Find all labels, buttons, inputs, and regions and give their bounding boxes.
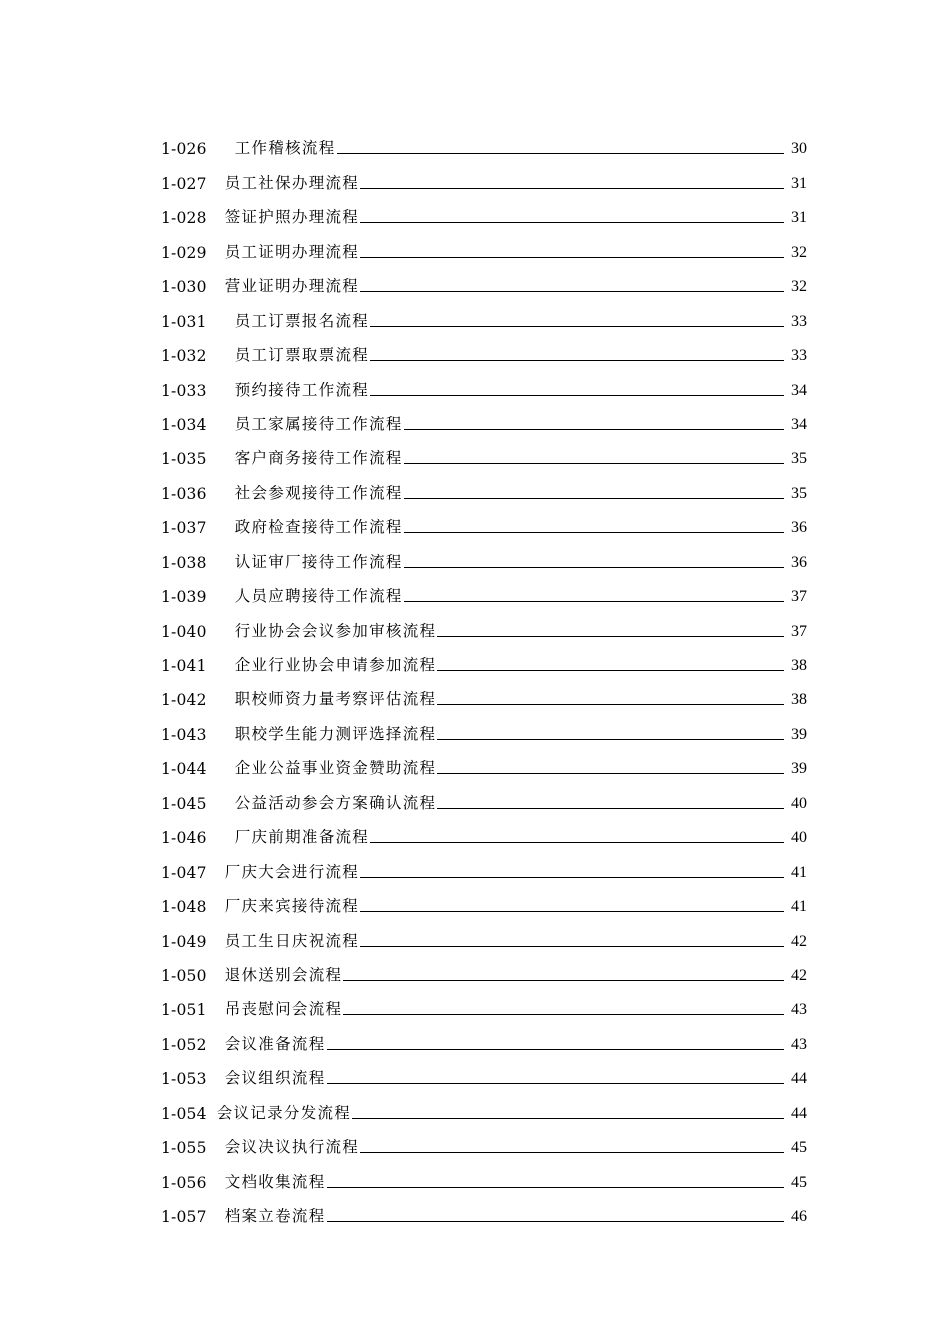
toc-leader-line xyxy=(370,360,784,361)
toc-entry-title: 职校师资力量考察评估流程 xyxy=(234,690,437,709)
toc-entry-page-number: 45 xyxy=(791,1139,807,1157)
toc-entry[interactable] xyxy=(161,1054,807,1088)
toc-entry[interactable] xyxy=(161,778,807,812)
toc-entry-page-number: 44 xyxy=(791,1104,807,1122)
toc-entry[interactable] xyxy=(161,951,807,985)
table-of-contents xyxy=(161,124,807,1226)
toc-entry-code: 1-026 xyxy=(161,140,207,159)
toc-leader-line xyxy=(437,704,784,705)
toc-entry-page-number: 38 xyxy=(791,657,807,674)
toc-leader-line xyxy=(370,395,784,396)
toc-entry[interactable] xyxy=(161,916,807,950)
toc-entry-page-number: 36 xyxy=(791,553,807,571)
toc-leader-line xyxy=(360,877,784,878)
toc-leader-line xyxy=(370,326,784,327)
toc-entry-code: 1-040 xyxy=(161,622,207,641)
toc-entry-page-number: 43 xyxy=(791,1001,807,1019)
toc-entry-page-number: 43 xyxy=(791,1035,807,1053)
toc-entry-page-number: 38 xyxy=(791,691,807,709)
toc-leader-line xyxy=(404,429,784,430)
toc-leader-line xyxy=(404,532,784,533)
toc-entry-code: 1-032 xyxy=(161,347,207,366)
toc-entry-page-number: 32 xyxy=(791,243,807,261)
toc-entry-page-number: 40 xyxy=(791,794,807,812)
toc-entry-code: 1-027 xyxy=(161,174,207,193)
toc-entry-page-number: 34 xyxy=(791,381,807,399)
toc-entry-code: 1-029 xyxy=(161,243,207,262)
toc-entry-page-number: 46 xyxy=(791,1208,807,1225)
toc-entry[interactable] xyxy=(161,296,807,330)
toc-leader-line xyxy=(337,153,785,154)
toc-entry-code: 1-053 xyxy=(161,1070,207,1089)
toc-entry-page-number: 35 xyxy=(791,484,807,502)
toc-leader-line xyxy=(437,739,784,740)
toc-leader-line xyxy=(360,911,784,912)
toc-entry[interactable] xyxy=(161,434,807,468)
toc-entry-title: 员工家属接待工作流程 xyxy=(234,414,403,433)
toc-leader-line xyxy=(360,257,784,258)
toc-entry-page-number: 39 xyxy=(791,725,807,743)
toc-entry-code: 1-056 xyxy=(161,1173,207,1192)
toc-entry[interactable] xyxy=(161,641,807,675)
toc-leader-line xyxy=(343,980,784,981)
toc-entry-title: 人员应聘接待工作流程 xyxy=(234,587,403,606)
toc-entry-page-number: 40 xyxy=(791,829,807,847)
toc-entry-title: 预约接待工作流程 xyxy=(234,380,370,399)
toc-entry-page-number: 30 xyxy=(791,140,807,158)
toc-entry-page-number: 35 xyxy=(791,450,807,468)
toc-entry-title: 认证审厂接待工作流程 xyxy=(234,552,403,571)
toc-entry-title: 厂庆大会进行流程 xyxy=(224,862,360,881)
toc-entry[interactable] xyxy=(161,365,807,399)
toc-entry-code: 1-045 xyxy=(161,794,207,813)
toc-entry[interactable] xyxy=(161,709,807,743)
toc-entry-page-number: 37 xyxy=(791,622,807,640)
toc-leader-line xyxy=(360,188,784,189)
toc-entry-code: 1-052 xyxy=(161,1035,207,1054)
toc-entry-title: 员工生日庆祝流程 xyxy=(224,931,360,950)
toc-entry-title: 会议组织流程 xyxy=(224,1069,326,1088)
toc-leader-line xyxy=(437,773,784,774)
toc-entry-code: 1-047 xyxy=(161,863,207,882)
toc-entry[interactable] xyxy=(161,1123,807,1157)
toc-entry-page-number: 41 xyxy=(791,898,807,916)
toc-leader-line xyxy=(404,463,784,464)
toc-entry-code: 1-057 xyxy=(161,1208,207,1226)
toc-entry-code: 1-030 xyxy=(161,278,207,297)
toc-entry[interactable] xyxy=(161,537,807,571)
toc-entry-title: 政府检查接待工作流程 xyxy=(234,518,403,537)
toc-entry-page-number: 42 xyxy=(791,966,807,984)
toc-entry[interactable] xyxy=(161,193,807,227)
toc-entry-title: 签证护照办理流程 xyxy=(224,208,360,227)
toc-entry-title: 员工订票取票流程 xyxy=(234,346,370,365)
toc-entry-code: 1-034 xyxy=(161,415,207,434)
toc-entry-page-number: 31 xyxy=(791,174,807,192)
toc-entry[interactable] xyxy=(161,158,807,192)
toc-entry[interactable] xyxy=(161,1157,807,1191)
toc-entry-code: 1-051 xyxy=(161,1001,207,1020)
toc-entry-code: 1-042 xyxy=(161,691,207,710)
toc-entry-page-number: 44 xyxy=(791,1070,807,1088)
toc-entry-page-number: 42 xyxy=(791,932,807,950)
toc-entry-page-number: 37 xyxy=(791,588,807,606)
toc-entry-title: 文档收集流程 xyxy=(224,1172,326,1191)
toc-entry[interactable] xyxy=(161,331,807,365)
toc-entry[interactable] xyxy=(161,1192,807,1226)
toc-entry-title: 社会参观接待工作流程 xyxy=(234,483,403,502)
toc-leader-line xyxy=(327,1187,785,1188)
toc-entry-page-number: 33 xyxy=(791,312,807,330)
toc-entry-code: 1-037 xyxy=(161,519,207,538)
toc-entry-title: 厂庆前期准备流程 xyxy=(234,828,370,847)
toc-entry[interactable] xyxy=(161,985,807,1019)
toc-entry-page-number: 32 xyxy=(791,278,807,296)
toc-entry-title: 营业证明办理流程 xyxy=(224,277,360,296)
toc-entry-title: 员工订票报名流程 xyxy=(234,311,370,330)
toc-entry-title: 企业行业协会申请参加流程 xyxy=(234,656,437,674)
toc-entry-code: 1-039 xyxy=(161,588,207,607)
toc-leader-line xyxy=(360,222,784,223)
toc-entry[interactable] xyxy=(161,262,807,296)
toc-entry-page-number: 34 xyxy=(791,415,807,433)
toc-entry-title: 工作稽核流程 xyxy=(234,139,336,158)
toc-leader-line xyxy=(404,498,784,499)
toc-entry[interactable] xyxy=(161,503,807,537)
toc-leader-line xyxy=(437,636,784,637)
toc-entry-page-number: 41 xyxy=(791,863,807,881)
toc-entry-code: 1-033 xyxy=(161,381,207,400)
toc-entry[interactable] xyxy=(161,227,807,261)
toc-entry[interactable] xyxy=(161,124,807,158)
toc-entry-page-number: 39 xyxy=(791,760,807,778)
toc-entry-page-number: 31 xyxy=(791,209,807,227)
toc-entry-title: 行业协会会议参加审核流程 xyxy=(234,621,437,640)
toc-entry-title: 吊丧慰问会流程 xyxy=(224,1000,343,1019)
toc-entry[interactable] xyxy=(161,1019,807,1053)
toc-entry-code: 1-036 xyxy=(161,484,207,503)
toc-entry-title: 员工证明办理流程 xyxy=(224,242,360,261)
toc-leader-line xyxy=(437,808,784,809)
toc-entry-code: 1-043 xyxy=(161,725,207,744)
toc-leader-line xyxy=(327,1221,785,1222)
toc-entry[interactable] xyxy=(161,813,807,847)
toc-entry-title: 公益活动参会方案确认流程 xyxy=(234,793,437,812)
toc-leader-line xyxy=(437,670,784,671)
toc-entry-title: 会议准备流程 xyxy=(224,1034,326,1053)
toc-leader-line xyxy=(404,567,784,568)
toc-entry-title: 档案立卷流程 xyxy=(224,1207,326,1225)
toc-entry-title: 会议记录分发流程 xyxy=(216,1103,352,1122)
toc-leader-line xyxy=(327,1083,785,1084)
toc-entry[interactable] xyxy=(161,882,807,916)
toc-entry-code: 1-038 xyxy=(161,553,207,572)
toc-entry-code: 1-050 xyxy=(161,966,207,985)
toc-entry-code: 1-054 xyxy=(161,1104,207,1123)
toc-entry-code: 1-031 xyxy=(161,312,207,331)
toc-entry[interactable] xyxy=(161,1088,807,1122)
toc-entry[interactable] xyxy=(161,400,807,434)
toc-entry-code: 1-055 xyxy=(161,1139,207,1158)
toc-entry-code: 1-049 xyxy=(161,932,207,951)
toc-leader-line xyxy=(370,842,784,843)
toc-entry-page-number: 45 xyxy=(791,1173,807,1191)
toc-entry-title: 职校学生能力测评选择流程 xyxy=(234,724,437,743)
toc-leader-line xyxy=(327,1049,785,1050)
toc-entry[interactable] xyxy=(161,675,807,709)
toc-entry-code: 1-035 xyxy=(161,450,207,469)
toc-leader-line xyxy=(404,601,784,602)
toc-entry[interactable] xyxy=(161,606,807,640)
toc-entry-code: 1-041 xyxy=(161,657,207,675)
toc-entry[interactable] xyxy=(161,744,807,778)
toc-entry-code: 1-046 xyxy=(161,829,207,848)
toc-entry-title: 会议决议执行流程 xyxy=(224,1138,360,1157)
toc-entry-title: 厂庆来宾接待流程 xyxy=(224,897,360,916)
toc-leader-line xyxy=(360,291,784,292)
toc-entry-code: 1-048 xyxy=(161,898,207,917)
toc-entry-title: 退休送别会流程 xyxy=(224,965,343,984)
toc-entry-title: 客户商务接待工作流程 xyxy=(234,449,403,468)
toc-entry[interactable] xyxy=(161,572,807,606)
toc-leader-line xyxy=(343,1014,784,1015)
toc-entry-page-number: 36 xyxy=(791,519,807,537)
toc-entry[interactable] xyxy=(161,468,807,502)
toc-entry-title: 员工社保办理流程 xyxy=(224,173,360,192)
toc-entry-code: 1-028 xyxy=(161,209,207,228)
toc-leader-line xyxy=(352,1118,784,1119)
toc-entry[interactable] xyxy=(161,847,807,881)
toc-entry-page-number: 33 xyxy=(791,347,807,365)
toc-entry-code: 1-044 xyxy=(161,760,207,779)
toc-leader-line xyxy=(360,1152,784,1153)
toc-entry-title: 企业公益事业资金赞助流程 xyxy=(234,759,437,778)
toc-leader-line xyxy=(360,946,784,947)
